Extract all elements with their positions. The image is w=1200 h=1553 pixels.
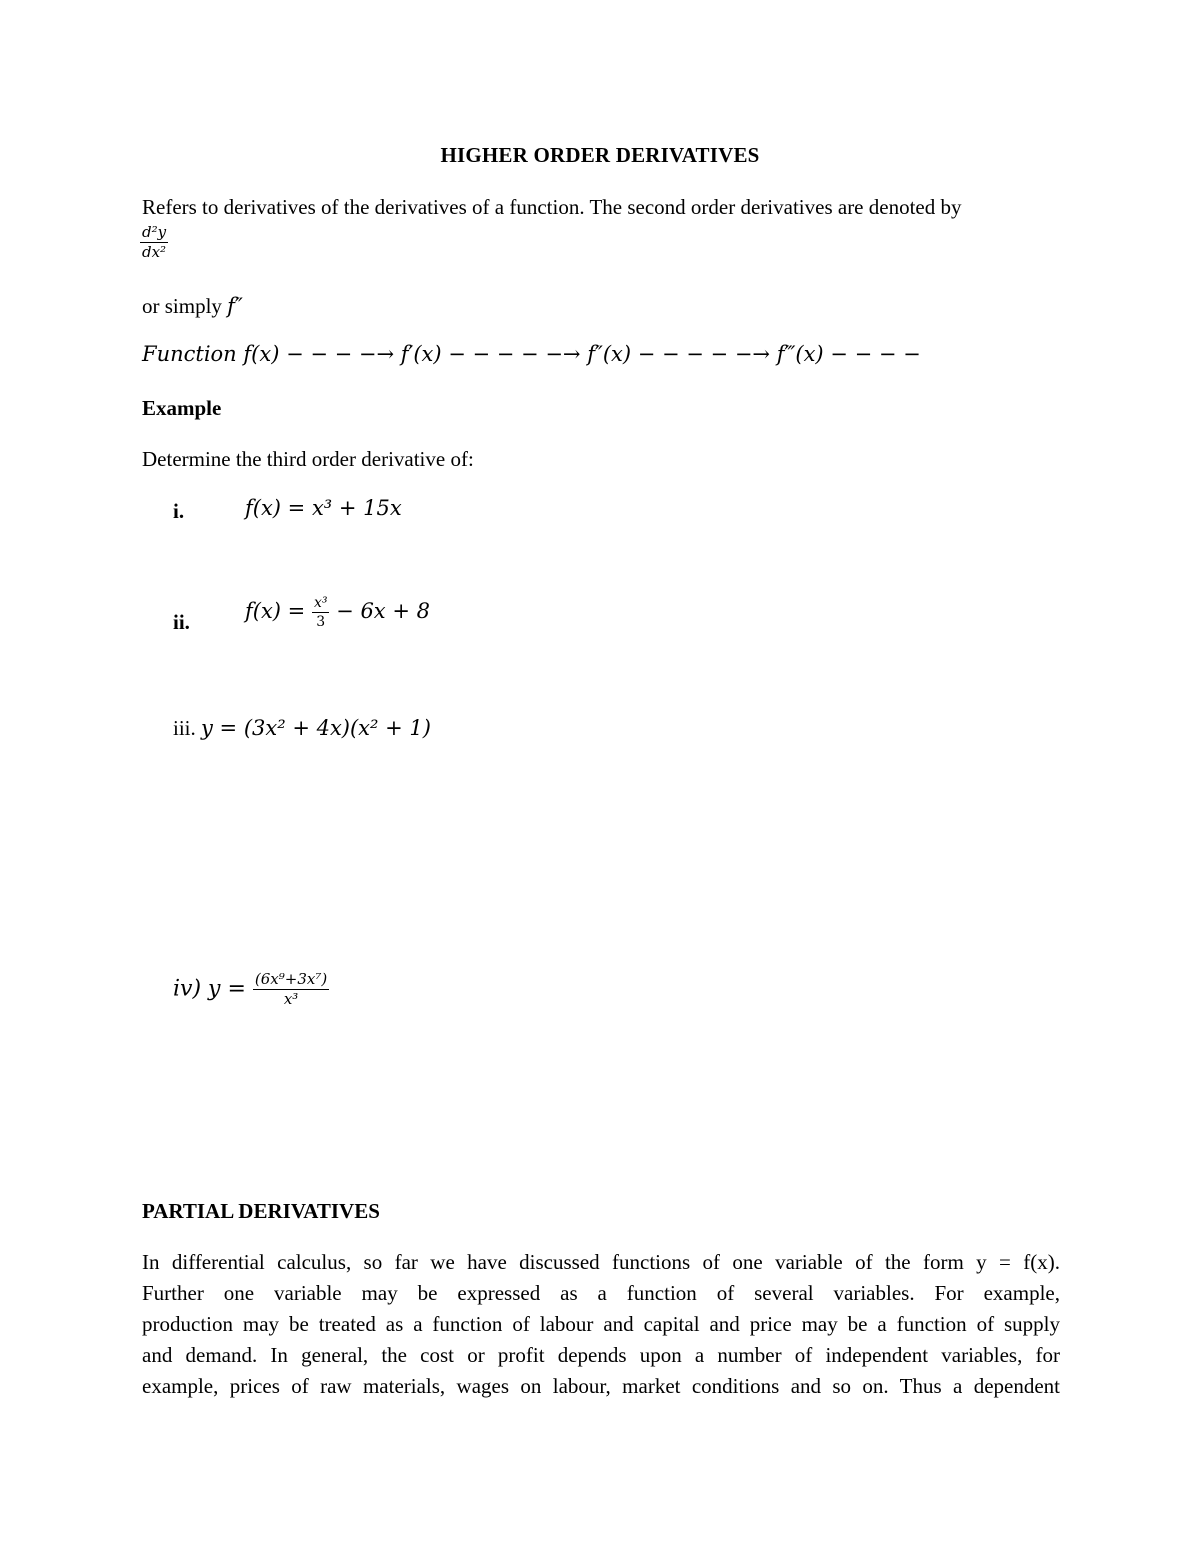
heading-higher-order-derivatives: HIGHER ORDER DERIVATIVES bbox=[440, 143, 760, 167]
chain-tail: − − − − bbox=[823, 342, 921, 366]
item-ii-label: ii. bbox=[173, 610, 190, 634]
item-iii-label: iii. bbox=[173, 716, 196, 740]
chain-f1: f′(x) bbox=[400, 342, 442, 366]
heading-partial-derivatives: PARTIAL DERIVATIVES bbox=[142, 1199, 380, 1223]
intro-text: Refers to derivatives of the derivatives of a function. The second order derivatives are denoted by bbox=[142, 195, 962, 219]
example-prompt: Determine the third order derivative of: bbox=[142, 447, 474, 471]
derivative-chain bbox=[142, 342, 921, 366]
item-i-expression: f(x) = x³ + 15x bbox=[245, 496, 402, 520]
chain-arrow-2: − − − − −→ bbox=[441, 342, 588, 366]
or-simply-text: or simply bbox=[142, 294, 222, 318]
notation-denominator: dx² bbox=[142, 243, 167, 261]
chain-arrow-1: − − − −→ bbox=[279, 342, 401, 366]
example-heading: Example bbox=[142, 396, 222, 420]
item-ii-denominator: 3 bbox=[316, 614, 326, 630]
partial-line-3: production may be treated as a function of labour and capital and price may be a function of supply bbox=[142, 1312, 1060, 1336]
f-double-prime: f″ bbox=[227, 294, 243, 318]
item-iv-denominator: x³ bbox=[283, 990, 299, 1008]
notation-numerator: d²y bbox=[142, 223, 167, 241]
chain-f: f(x) bbox=[243, 342, 280, 366]
item-ii-numerator: x³ bbox=[313, 595, 328, 611]
item-ii-lhs: f(x) = bbox=[245, 599, 306, 623]
partial-line-4: and demand. In general, the cost or profit depends upon a number of independent variables, for bbox=[142, 1343, 1060, 1367]
item-ii-rest: − 6x + 8 bbox=[336, 599, 430, 623]
or-simply-line bbox=[142, 291, 243, 322]
item-i-label: i. bbox=[173, 499, 185, 523]
item-iii bbox=[173, 716, 431, 741]
item-iv-lhs: iv) y = bbox=[173, 976, 246, 1002]
chain-arrow-3: − − − − −→ bbox=[631, 342, 777, 366]
partial-line-2: Further one variable may be expressed as a function of several variables. For example, bbox=[142, 1281, 1060, 1305]
chain-f3: f‴(x) bbox=[776, 342, 824, 366]
item-iv-expression bbox=[173, 972, 329, 1007]
chain-function-word: Function bbox=[142, 342, 237, 366]
chain-f2: f″(x) bbox=[587, 342, 632, 366]
partial-line-1: In differential calculus, so far we have discussed functions of one variable of the form y = f(x). bbox=[142, 1250, 1060, 1274]
item-iii-expression: y = (3x² + 4x)(x² + 1) bbox=[201, 716, 431, 740]
partial-line-5: example, prices of raw materials, wages on labour, market conditions and so on. Thus a dependent bbox=[142, 1374, 1060, 1398]
item-ii-expression bbox=[245, 596, 430, 629]
item-iv-numerator: (6x⁹+3x⁷) bbox=[254, 970, 328, 988]
second-derivative-notation bbox=[140, 225, 168, 260]
